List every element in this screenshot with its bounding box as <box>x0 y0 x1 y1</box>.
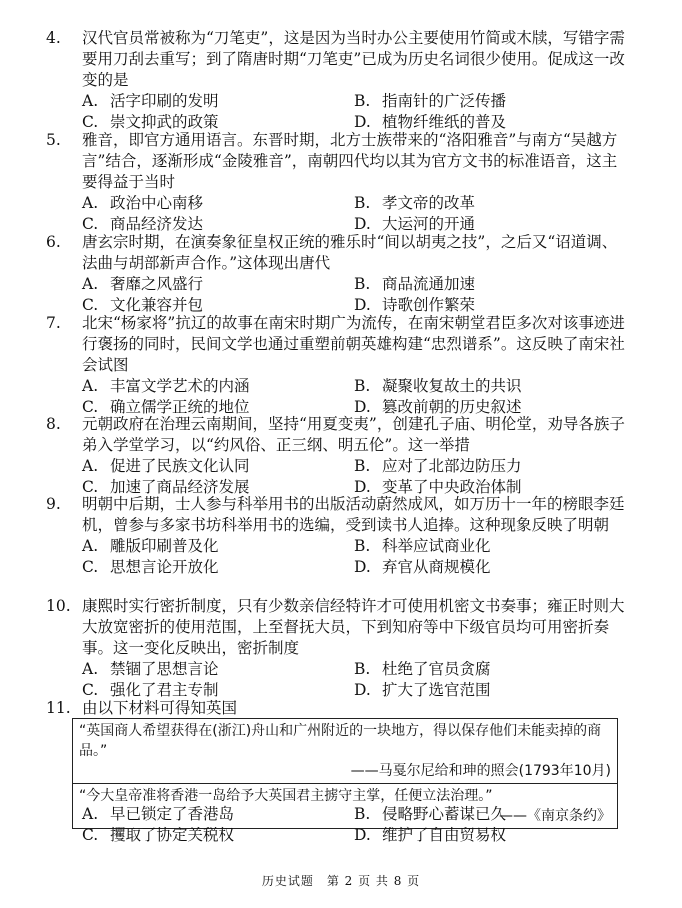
options <box>82 193 626 235</box>
question-9 <box>46 494 626 578</box>
option-a[interactable]: A. 政治中心南移 <box>82 194 204 212</box>
question-number: 6. <box>46 233 61 251</box>
option-c[interactable]: C. 商品经济发达 <box>82 215 204 233</box>
option-a[interactable]: A. 活字印刷的发明 <box>82 92 219 110</box>
option-b[interactable]: B. 商品流通加速 <box>354 275 476 293</box>
quote-source: ——马戛尔尼给和珅的照会(1793年10月) <box>350 763 611 779</box>
question-stem: 雅音，即官方通用语言。东晋时期，北方士族带来的“洛阳雅音”与南方“吴越方言”结合，逐渐形成“金陵雅音”，南朝四代均以其为官方文书的标准语音，这主要得益于当时 <box>82 131 618 191</box>
option-c[interactable]: C. 加速了商品经济发展 <box>82 478 250 496</box>
question-number: 4. <box>46 29 61 47</box>
option-d[interactable]: D. 维护了自由贸易权 <box>354 826 507 844</box>
question-number: 7. <box>46 314 61 332</box>
option-c[interactable]: C. 崇文抑武的政策 <box>82 113 219 131</box>
quote-cell <box>73 719 618 784</box>
question-number: 8. <box>46 415 61 433</box>
options <box>82 274 626 316</box>
question-10 <box>46 596 626 701</box>
option-b[interactable]: B. 杜绝了官员贪腐 <box>354 660 491 678</box>
question-6 <box>46 232 626 316</box>
option-c[interactable]: C. 攫取了协定关税权 <box>82 826 235 844</box>
option-b[interactable]: B. 应对了北部边防压力 <box>354 457 522 475</box>
question-stem: 唐玄宗时期，在演奏象征皇权正统的雅乐时“间以胡夷之技”，之后又“诏道调、法曲与胡部新声合作。”这体现出唐代 <box>82 233 618 272</box>
page-footer: 历史试题 第 2 页 共 8 页 <box>261 874 421 888</box>
options <box>82 376 626 418</box>
option-d[interactable]: D. 弃官从商规模化 <box>354 558 491 576</box>
question-stem: 明朝中后期，士人参与科举用书的出版活动蔚然成风，如万历十一年的榜眼李廷机，曾参与多家书坊科举用书的选编，受到读书人追捧。这种现象反映了明朝 <box>82 495 625 534</box>
question-number: 9. <box>46 495 61 513</box>
question-number: 10. <box>46 597 71 615</box>
question-5 <box>46 130 626 235</box>
question-8 <box>46 414 626 498</box>
option-b[interactable]: B. 凝聚收复故土的共识 <box>354 377 522 395</box>
option-b[interactable]: B. 侵略野心蓄谋已久 <box>354 805 507 823</box>
options <box>82 91 626 133</box>
option-a[interactable]: A. 雕版印刷普及化 <box>82 537 219 555</box>
options <box>82 456 626 498</box>
question-number: 5. <box>46 131 61 149</box>
option-a[interactable]: A. 奢靡之风盛行 <box>82 275 204 293</box>
options <box>82 536 626 578</box>
option-b[interactable]: B. 科举应试商业化 <box>354 537 491 555</box>
option-a[interactable]: A. 禁锢了思想言论 <box>82 660 219 678</box>
option-c[interactable]: C. 强化了君主专制 <box>82 681 219 699</box>
option-c[interactable]: C. 文化兼容并包 <box>82 296 204 314</box>
option-c[interactable]: C. 思想言论开放化 <box>82 558 219 576</box>
question-stem: 康熙时实行密折制度，只有少数亲信经特许才可使用机密文书奏事；雍正时则大大放宽密折的使用范围，上至督抚大员，下到知府等中下级官员均可用密折奏事。这一变化反映出，密折制度 <box>82 597 625 657</box>
question-7 <box>46 313 626 418</box>
quote-text: “英国商人希望获得在(浙江)舟山和广州附近的一块地方，得以保存他们未能卖掉的商品。” <box>79 723 602 759</box>
question-stem: 由以下材料可得知英国 <box>82 699 238 717</box>
option-d[interactable]: D. 变革了中央政治体制 <box>354 478 522 496</box>
options <box>82 804 626 846</box>
quote-source: ——《南京条约》 <box>499 808 611 824</box>
option-b[interactable]: B. 孝文帝的改革 <box>354 194 476 212</box>
option-d[interactable]: D. 大运河的开通 <box>354 215 476 233</box>
option-a[interactable]: A. 促进了民族文化认同 <box>82 457 250 475</box>
question-11 <box>46 698 626 719</box>
option-d[interactable]: D. 植物纤维纸的普及 <box>354 113 507 131</box>
question-11-options <box>46 804 626 846</box>
option-d[interactable]: D. 扩大了选官范围 <box>354 681 491 699</box>
question-stem: 北宋“杨家将”抗辽的故事在南宋时期广为流传，在南宋朝堂君臣多次对该事迹进行褒扬的同时，民间文学也通过重塑前朝英雄构建“忠烈谱系”。这反映了南宋社会试图 <box>82 314 625 374</box>
option-a[interactable]: A. 早已锁定了香港岛 <box>82 805 235 823</box>
option-d[interactable]: D. 篡改前朝的历史叙述 <box>354 398 522 416</box>
options <box>82 659 626 701</box>
question-number: 11. <box>46 699 71 717</box>
question-stem: 元朝政府在治理云南期间，坚持“用夏变夷”，创建孔子庙、明伦堂，劝导各族子弟入学堂学习，以“约风俗、正三纲、明五伦”。这一举措 <box>82 415 625 454</box>
option-d[interactable]: D. 诗歌创作繁荣 <box>354 296 476 314</box>
quote-text: “今大皇帝准将香港一岛给予大英国君主掳守主掌，任便立法治理。” <box>79 788 493 804</box>
question-4 <box>46 28 626 133</box>
question-stem: 汉代官员常被称为“刀笔吏”，这是因为当时办公主要使用竹简或木牍，写错字需要用刀刮去重写；到了隋唐时期“刀笔吏”已成为历史名词很少使用。促成这一改变的是 <box>82 29 625 89</box>
option-c[interactable]: C. 确立儒学正统的地位 <box>82 398 250 416</box>
quote-row <box>73 719 618 784</box>
option-b[interactable]: B. 指南针的广泛传播 <box>354 92 507 110</box>
option-a[interactable]: A. 丰富文学艺术的内涵 <box>82 377 250 395</box>
